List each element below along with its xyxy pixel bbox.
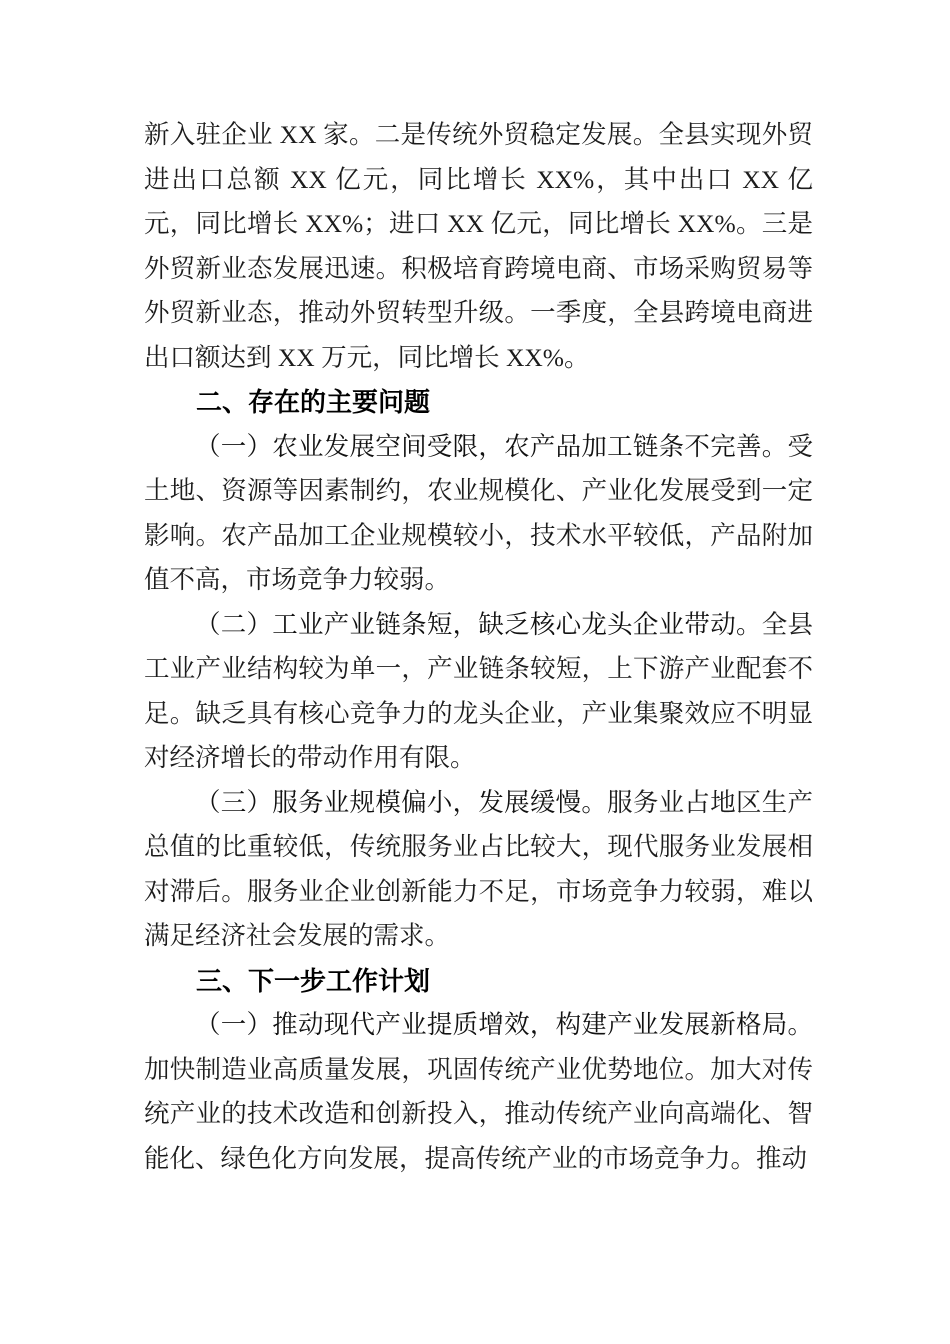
lead-sentence: （三）服务业规模偏小，发展缓慢。 <box>195 787 608 818</box>
lead-sentence: （一）推动现代产业提质增效，构建产业发展新格局。 <box>195 1010 813 1040</box>
paragraph-text: 受土地、资源等因素制约，农业规模化、产业化发展受到一定影响。农产品加工企业规模较小，技术水平较低，产品附加值不高，市场竞争力较弱。 <box>144 431 813 594</box>
paragraph-text: 服务业占地区生产总值的比重较低，传统服务业占比较大，现代服务业发展相对滞后。服务业企业创新能力不足，市场竞争力较弱，难以满足经济社会发展的需求。 <box>144 787 813 950</box>
heading-section-two-problems: 二、存在的主要问题 <box>196 387 431 417</box>
paragraph-foreign-trade <box>144 113 813 380</box>
paragraph-text: 全县工业产业结构较为单一，产业链条较短，上下游产业配套不足。缺乏具有核心竞争力的龙头企业，产业集聚效应不明显对经济增长的带动作用有限。 <box>144 609 813 772</box>
paragraph-problem-agriculture <box>144 425 813 603</box>
paragraph-problem-industry <box>144 603 813 781</box>
lead-sentence: （一）农业发展空间受限，农产品加工链条不完善。 <box>195 431 788 462</box>
heading-section-three-plan: 三、下一步工作计划 <box>196 965 431 996</box>
paragraph-text: 加快制造业高质量发展，巩固传统产业优势地位。加大对传统产业的技术改造和创新投入，推动传统产业向高端化、智能化、绿色化方向发展，提高传统产业的市场竞争力。推动 <box>144 1054 813 1173</box>
paragraph-plan-modern-industry <box>144 1003 813 1181</box>
lead-sentence: （二）工业产业链条短，缺乏核心龙头企业带动。 <box>195 609 762 640</box>
paragraph-text: 新入驻企业 XX 家。二是传统外贸稳定发展。全县实现外贸进出口总额 XX 亿元，同比增长 XX%，其中出口 XX 亿元，同比增长 XX%；进口 XX 亿元，同比增长 XX%。三是外贸新业态发展迅速。积极培育跨境电商、市场采购贸易等外贸新业态，推动外贸转型升级。一季度，全县跨境电商进出口额达到 XX 万元，同比增长 XX%。 <box>144 120 813 372</box>
paragraph-problem-services <box>144 781 813 959</box>
